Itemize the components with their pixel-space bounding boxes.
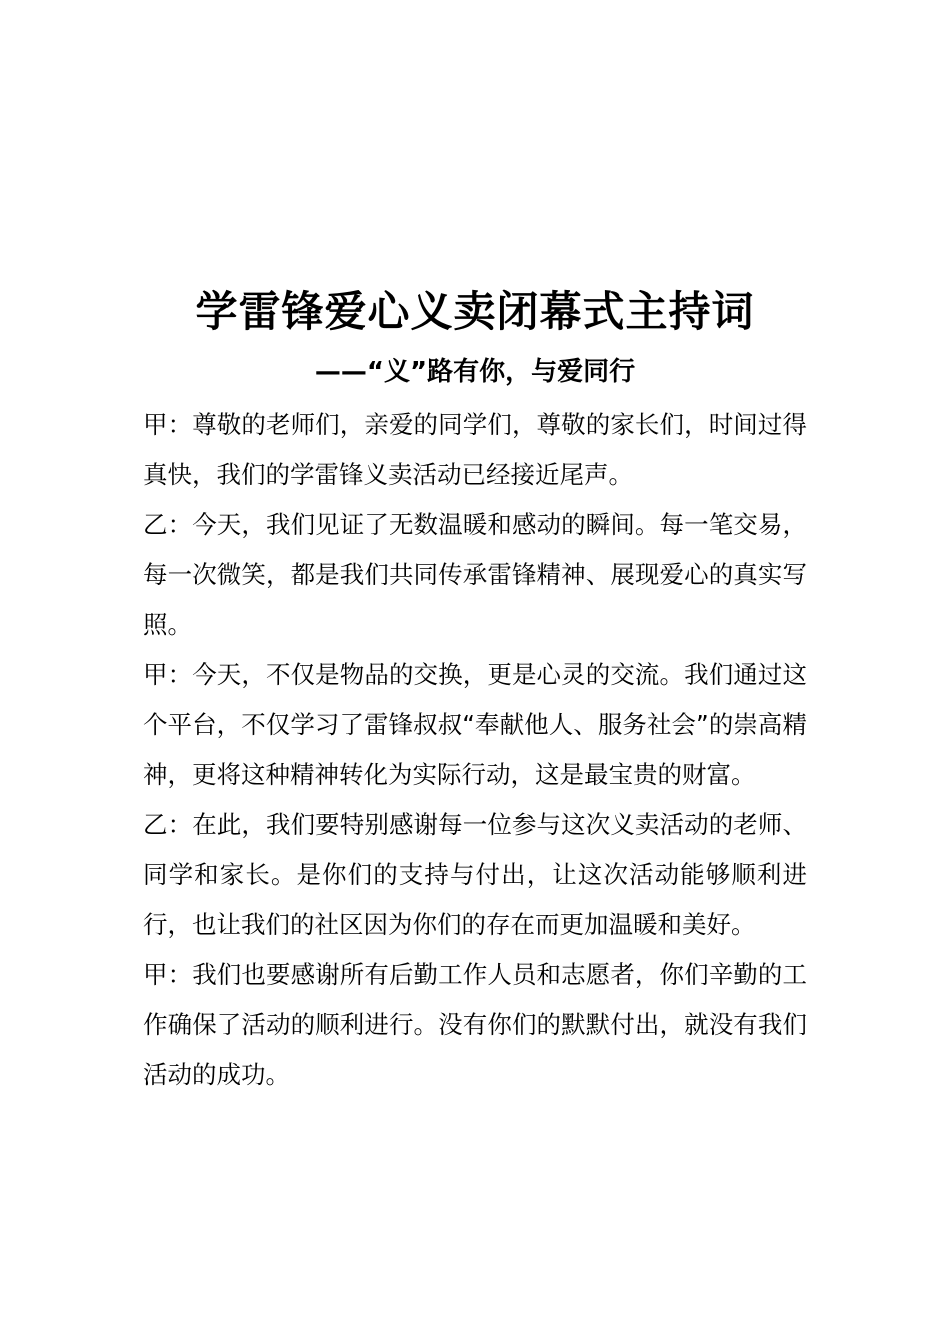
paragraph: 甲：我们也要感谢所有后勤工作人员和志愿者，你们辛勤的工作确保了活动的顺利进行。没有你们的默默付出，就没有我们活动的成功。	[143, 960, 807, 1089]
document-subtitle: ——“义”路有你，与爱同行	[314, 357, 636, 387]
paragraph: 甲：今天，不仅是物品的交换，更是心灵的交流。我们通过这个平台，不仅学习了雷锋叔叔“奉献他人、服务社会”的崇高精神，更将这种精神转化为实际行动，这是最宝贵的财富。	[143, 660, 807, 789]
paragraph: 乙：在此，我们要特别感谢每一位参与这次义卖活动的老师、同学和家长。是你们的支持与付出，让这次活动能够顺利进行，也让我们的社区因为你们的存在而更加温暖和美好。	[143, 810, 807, 939]
paragraph: 甲：尊敬的老师们，亲爱的同学们，尊敬的家长们，时间过得真快，我们的学雷锋义卖活动已经接近尾声。	[143, 410, 807, 489]
document-body	[143, 400, 807, 1100]
document-title: 学雷锋爱心义卖闭幕式主持词	[195, 287, 755, 336]
paragraph: 乙：今天，我们见证了无数温暖和感动的瞬间。每一笔交易，每一次微笑，都是我们共同传承雷锋精神、展现爱心的真实写照。	[143, 510, 807, 639]
